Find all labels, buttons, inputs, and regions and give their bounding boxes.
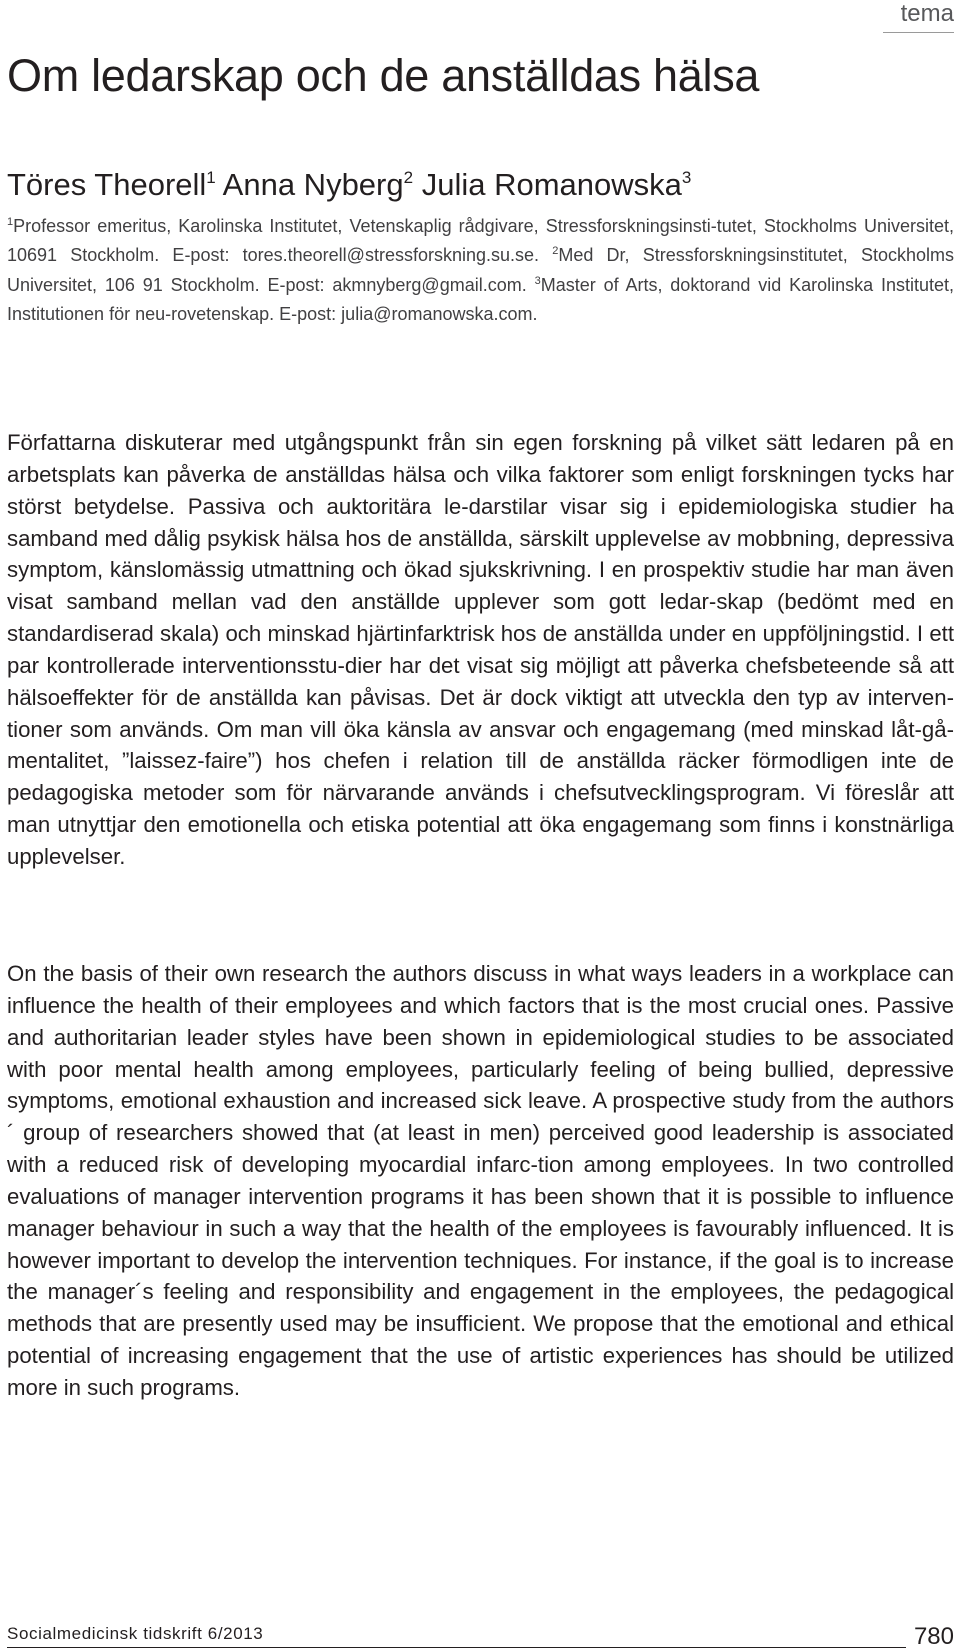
page-number: 780 — [906, 1624, 954, 1650]
affiliation-mark: 1 — [7, 216, 14, 228]
author-name: Anna Nyberg — [222, 167, 404, 202]
journal-footer: Socialmedicinsk tidskrift 6/2013 — [7, 1624, 264, 1643]
affiliation-text: Professor emeritus, Karolinska Institutet, Vetenskaplig rådgivare, Stressforskningsinsti-tutet, Stockholms Universitet, 10691 Stockholm. E-post: tores.theorell@stressforskning.su.se. — [7, 216, 954, 266]
abstract-swedish: Författarna diskuterar med utgångspunkt från sin egen forskning på vilket sätt ledaren på en arbetsplats kan påverka de anställdas hälsa och vilka faktorer som enligt forskningen tycks har störst betydelse. Passiva och auktoritära le-darstilar visar sig i epidemiologiska studier ha samband med dålig psykisk hälsa hos de anställda, särskilt upplevelse av mobbning, depressiva symptom, känslomässig utmattning och ökad sjukskrivning. I en prospektiv studie har man även visat samband mellan vad den anställde upplever som gott ledar-skap (bedömt med en standardiserad skala) och minskad hjärtinfarktrisk hos de anställda under en uppföljningstid. I ett par kontrollerade interventionsstu-dier har det visat sig möjligt att påverka chefsbeteende så att hälsoeffekter för de anställda kan påvisas. Det är dock viktigt att utveckla den typ av interven-tioner som används. Om man vill öka känsla av ansvar och engagemang (med minskad låt-gå-mentalitet, ”laissez-faire”) hos chefen i relation till de anställda räcker förmodligen inte de pedagogiska metoder som för närvarande används i chefsutvecklingsprogram. Vi föreslår att man utnyttjar den emotionella och etiska potential att öka engagemang som finns i konstnärliga upplevelser. — [7, 430, 954, 869]
affiliation-text: Med Dr, Stressforskningsinstitutet, Stockholms Universitet, 106 91 Stockholm. E-post: akmnyberg@gmail.com. — [7, 245, 954, 295]
affiliation-text: Master of Arts, doktorand vid Karolinska Institutet, Institutionen för neu-rovetenskap. E-post: julia@romanowska.com. — [7, 274, 954, 325]
abstract-english: On the basis of their own research the authors discuss in what ways leaders in a workplace can influence the health of their employees and which factors that is the most crucial ones. Passive and authoritarian leader styles have been shown in epidemiological studies to be associated with poor mental health among employees, particularly feeling of being bullied, depressive symptoms, emotional exhaustion and increased sick leave. A prospective study from the authors´ group of researchers showed that (at least in men) perceived good leadership is associated with a reduced risk of developing myocardial infarc-tion among employees. In two controlled evaluations of manager intervention programs it has been shown that it is possible to influence manager behaviour in such a way that the health of the employees is favourably influenced. It is however important to develop the intervention techniques. For instance, if the goal is to increase the manager´s feeling and responsibility and engagement in the employees, the pedagogical methods that are presently used may be insufficient. We propose that the emotional and ethical potential of increasing engagement that the use of artistic experiences has should be utilized more in such programs. — [7, 961, 954, 1400]
section-tag: tema — [883, 0, 954, 33]
author-affiliation-mark: 1 — [206, 168, 216, 187]
affiliation-mark: 3 — [534, 274, 541, 287]
author-name: Töres Theorell — [7, 167, 207, 202]
author-affiliation-mark: 2 — [403, 168, 414, 187]
author-affiliation-mark: 3 — [681, 168, 692, 187]
affiliation-mark: 2 — [552, 245, 559, 258]
author-name: Julia Romanowska — [421, 167, 682, 202]
author-affiliations — [7, 212, 954, 330]
author-list — [7, 165, 691, 205]
footer-rule — [7, 1647, 954, 1648]
article-title: Om ledarskap och de anställdas hälsa — [7, 50, 760, 101]
